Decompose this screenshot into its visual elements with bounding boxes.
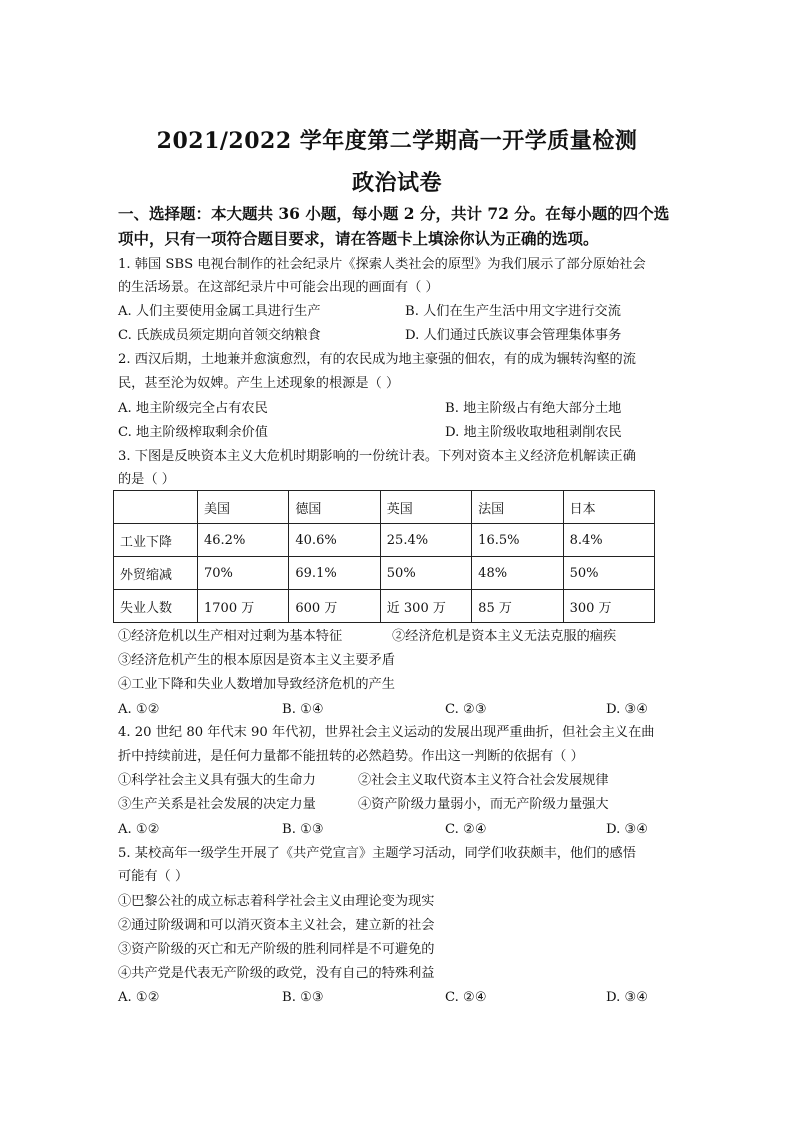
table-header-cell: 法国 [472, 491, 563, 524]
table-header-cell: 美国 [198, 491, 289, 524]
q3-stem-line-1: 3. 下图是反映资本主义大危机时期影响的一份统计表。下列对资本主义经济危机解读正确 [118, 449, 636, 464]
q4-stem-line-2: 折中持续前进，是任何力量都不能扭转的必然趋势。作出这一判断的依据有（ ） [118, 749, 584, 764]
table-cell: 50% [563, 557, 654, 590]
q2-option-d: D. 地主阶级收取地租剥削农民 [445, 425, 622, 440]
q5-item-2: ②通过阶级调和可以消灭资本主义社会，建立新的社会 [118, 918, 435, 933]
table-cell: 25.4% [380, 524, 471, 557]
table-cell: 48% [472, 557, 563, 590]
q2-option-b: B. 地主阶级占有绝大部分土地 [445, 401, 622, 416]
q3-item-4: ④工业下降和失业人数增加导致经济危机的产生 [118, 677, 395, 692]
q4-stem-line-1: 4. 20 世纪 80 年代末 90 年代初，世界社会主义运动的发展出现严重曲折，但社会主义在曲 [118, 725, 655, 740]
q1-option-a: A. 人们主要使用金属工具进行生产 [118, 304, 321, 319]
exam-title: 2021/2022 学年度第二学期高一开学质量检测 [156, 128, 638, 154]
q3-option-c: C. ②③ [445, 702, 487, 717]
q4-item-3: ③生产关系是社会发展的决定力量 [118, 797, 316, 812]
q5-option-a: A. ①② [118, 990, 160, 1005]
q1-option-d: D. 人们通过氏族议事会管理集体事务 [405, 328, 622, 343]
q3-item-3: ③经济危机产生的根本原因是资本主义主要矛盾 [118, 653, 395, 668]
table-header-cell: 英国 [380, 491, 471, 524]
q2-stem-line-1: 2. 西汉后期，土地兼并愈演愈烈，有的农民成为地主豪强的佃农，有的成为辗转沟壑的流 [118, 352, 636, 367]
q5-option-b: B. ①③ [282, 990, 324, 1005]
table-cell: 70% [198, 557, 289, 590]
table-cell: 85 万 [472, 590, 563, 623]
q4-item-2: ②社会主义取代资本主义符合社会发展规律 [358, 773, 609, 788]
q4-item-1: ①科学社会主义具有强大的生命力 [118, 773, 316, 788]
table-cell: 近 300 万 [380, 590, 471, 623]
q5-option-c: C. ②④ [445, 990, 487, 1005]
q4-option-a: A. ①② [118, 822, 160, 837]
q1-option-c: C. 氏族成员须定期向首领交纳粮食 [118, 328, 321, 343]
section-heading-line-1: 一、选择题：本大题共 36 小题，每小题 2 分，共计 72 分。在每小题的四个选 [118, 204, 670, 223]
table-row [114, 524, 655, 557]
table-cell: 50% [380, 557, 471, 590]
table-cell: 300 万 [563, 590, 654, 623]
q4-option-c: C. ②④ [445, 822, 487, 837]
q3-option-b: B. ①④ [282, 702, 324, 717]
table-cell: 16.5% [472, 524, 563, 557]
table-row-label: 工业下降 [114, 524, 198, 557]
table-cell: 600 万 [289, 590, 380, 623]
q3-item-1: ①经济危机以生产相对过剩为基本特征 [118, 629, 343, 644]
table-header-cell: 德国 [289, 491, 380, 524]
table-cell: 1700 万 [198, 590, 289, 623]
q3-option-d: D. ③④ [606, 702, 649, 717]
q5-item-3: ③资产阶级的灭亡和无产阶级的胜利同样是不可避免的 [118, 942, 435, 957]
table-row-label: 外贸缩减 [114, 557, 198, 590]
q2-option-a: A. 地主阶级完全占有农民 [118, 401, 268, 416]
q4-option-b: B. ①③ [282, 822, 324, 837]
q5-item-4: ④共产党是代表无产阶级的政党，没有自己的特殊利益 [118, 966, 435, 981]
exam-subtitle: 政治试卷 [351, 170, 442, 196]
q5-item-1: ①巴黎公社的成立标志着科学社会主义由理论变为现实 [118, 894, 435, 909]
q5-stem-line-2: 可能有（ ） [118, 869, 189, 884]
q1-stem-line-2: 的生活场景。在这部纪录片中可能会出现的画面有（ ） [118, 280, 439, 295]
q5-option-d: D. ③④ [606, 990, 649, 1005]
crisis-stats-table [113, 490, 655, 623]
q1-option-b: B. 人们在生产生活中用文字进行交流 [405, 304, 621, 319]
table-row [114, 557, 655, 590]
table-row-label: 失业人数 [114, 590, 198, 623]
table-header-cell: 日本 [563, 491, 654, 524]
table-cell: 69.1% [289, 557, 380, 590]
q1-stem-line-1: 1. 韩国 SBS 电视台制作的社会纪录片《探索人类社会的原型》为我们展示了部分原始社会 [118, 257, 646, 272]
q3-item-2: ②经济危机是资本主义无法克服的痼疾 [392, 629, 617, 644]
q3-stem-line-2: 的是（ ） [118, 472, 175, 487]
table-header-cell [114, 491, 198, 524]
table-header-row [114, 491, 655, 524]
table-row [114, 590, 655, 623]
q4-option-d: D. ③④ [606, 822, 649, 837]
table-cell: 8.4% [563, 524, 654, 557]
table-cell: 46.2% [198, 524, 289, 557]
q3-option-a: A. ①② [118, 702, 160, 717]
q5-stem-line-1: 5. 某校高年一级学生开展了《共产党宣言》主题学习活动，同学们收获颇丰，他们的感悟 [118, 846, 636, 861]
q2-option-c: C. 地主阶级榨取剩余价值 [118, 425, 268, 440]
q2-stem-line-2: 民，甚至沦为奴婢。产生上述现象的根源是（ ） [118, 376, 400, 391]
section-heading-line-2: 项中，只有一项符合题目要求，请在答题卡上填涂你认为正确的选项。 [118, 229, 599, 248]
q4-item-4: ④资产阶级力量弱小，而无产阶级力量强大 [358, 797, 609, 812]
table-cell: 40.6% [289, 524, 380, 557]
